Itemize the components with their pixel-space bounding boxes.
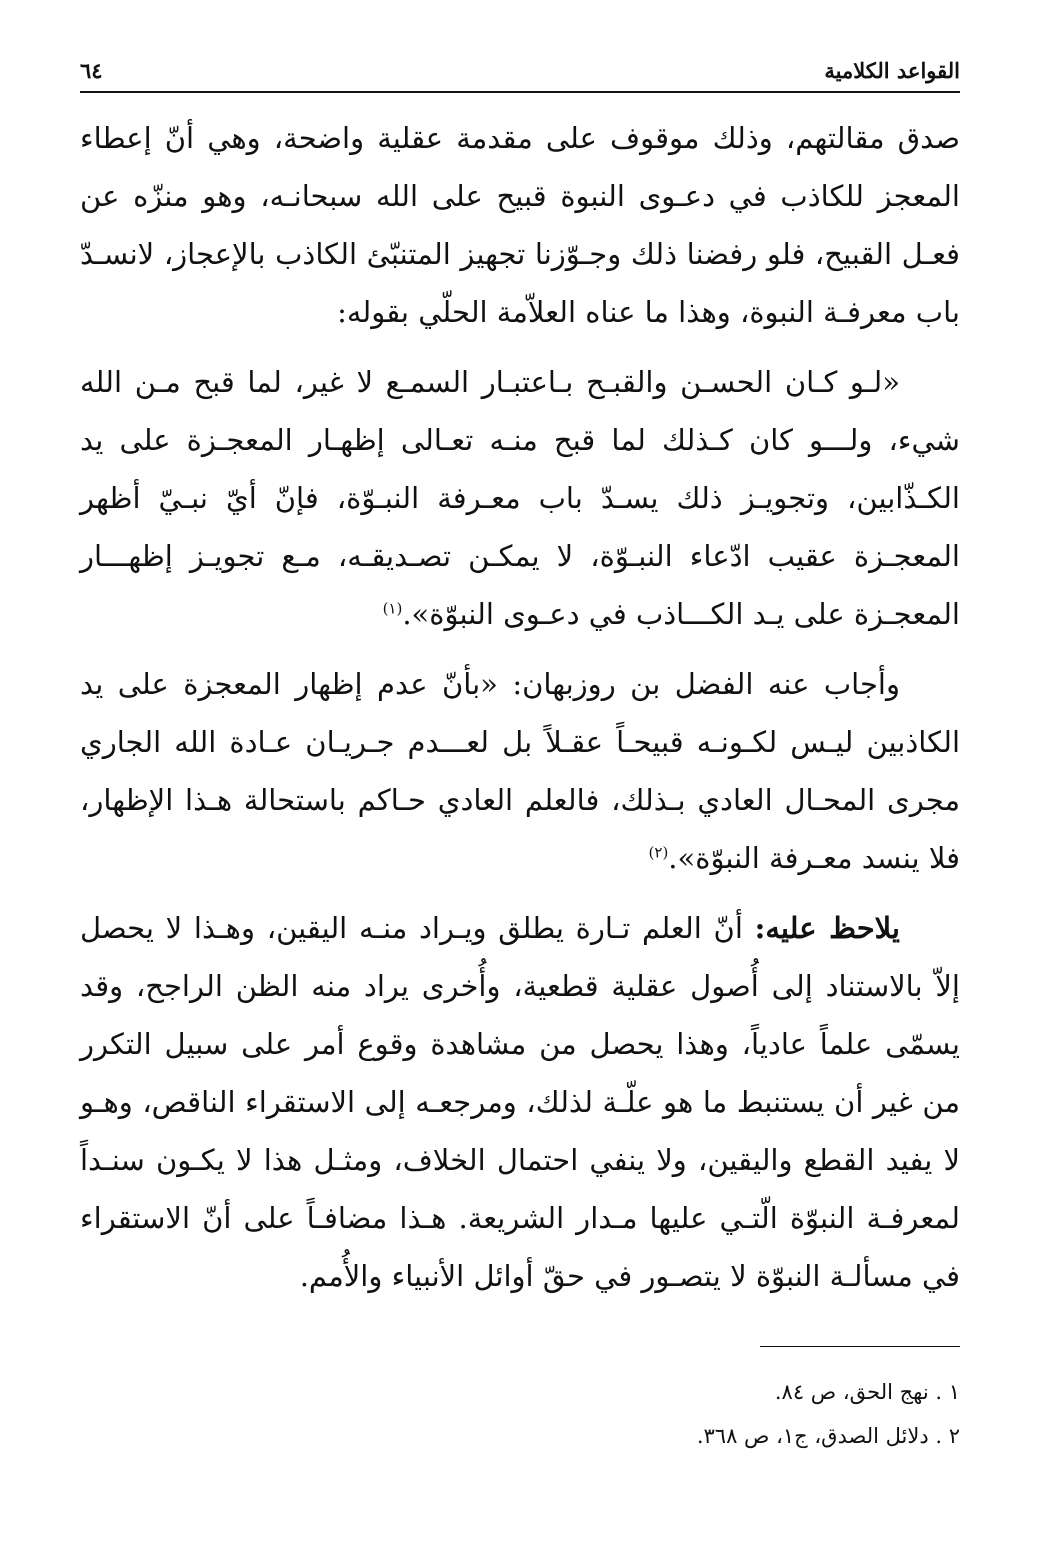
footnotes (80, 1370, 960, 1458)
paragraph-quote-allamah (80, 353, 960, 643)
paragraph-intro: صدق مقالتهم، وذلك موقوف على مقدمة عقلية واضحة، وهي أنّ إعطاء المعجز للكاذب في دعـوى النبوة قبيح على الله سبحانـه، وهو منزّه عن فعـل القبيح، فلو رفضنا ذلك وجـوّزنا تجهيز المتنبّئ الكاذب بالإعجاز، لانسـدّ باب معرفـة النبوة، وهذا ما عناه العلاّمة الحلّي بقوله: (80, 121, 960, 329)
observation-lead: يلاحظ عليه: (754, 911, 900, 945)
paragraph-quote-ibn-ruzbihan (80, 655, 960, 887)
page (80, 50, 960, 1448)
footnote-ref-1: (١) (382, 599, 403, 618)
body-text (80, 109, 960, 1305)
footnote-separator (760, 1346, 960, 1347)
book-title: القواعد الكلامية (824, 58, 960, 83)
footnote-1: ١ . نهج الحق، ص ٨٤. (774, 1380, 960, 1404)
footnote-ref-2: (٢) (648, 843, 669, 862)
footnote-2: ٢ . دلائل الصدق، ج١، ص ٣٦٨. (696, 1424, 960, 1448)
running-header (80, 50, 960, 89)
header-rule (80, 91, 960, 93)
observation-text: أنّ العلم تـارة يطلق ويـراد منـه اليقين، وهـذا لا يحصل إلاّ بالاستناد إلى أُصول عقلية قطعية، وأُخرى يراد منه الظن الراجح، وقد يسمّى علماً عادياً، وهذا يحصل من مشاهدة وقوع أمر على سبيل التكرر من غير أن يستنبط ما هو علّـة لذلك، ومرجعـه إلى الاستقراء الناقص، وهـو لا يفيد القطع واليقين، ولا ينفي احتمال الخلاف، ومثـل هذا لا يكـون سنـداً لمعرفـة النبوّة الّتـي عليها مـدار الشريعة. هـذا مضافـاً على أنّ الاستقراء في مسألـة النبوّة لا يتصـور في حقّ أوائل الأنبياء والأُمم. (80, 911, 960, 1293)
quote-allamah-text: «لـو كـان الحسـن والقبـح بـاعتبـار السمـع لا غير، لما قبح مـن الله شيء، ولـــو كان كـذلك لما قبح منـه تعـالى إظهـار المعجـزة على يد الكـذّابين، وتجويـز ذلك يسـدّ باب معـرفة النبـوّة، فإنّ أيّ نبـيّ أظهر المعجـزة عقيب ادّعاء النبـوّة، لا يمكـن تصـديقـه، مـع تجويـز إظهـــار المعجـزة على يـد الكـــاذب في دعـوى النبوّة». (80, 365, 960, 631)
quote-ibn-ruzbihan-text: وأجاب عنه الفضل بن روزبهان: «بأنّ عدم إظهار المعجزة على يد الكاذبين ليـس لكـونـه قبيحـاً عقـلاً بل لعـــدم جـريـان عـادة الله الجاري مجرى المحـال العادي بـذلك، فالعلم العادي حـاكم باستحالة هـذا الإظهار، فلا ينسد معـرفة النبوّة». (80, 667, 960, 875)
page-number: ٦٤ (80, 58, 103, 83)
paragraph-observation (80, 899, 960, 1305)
